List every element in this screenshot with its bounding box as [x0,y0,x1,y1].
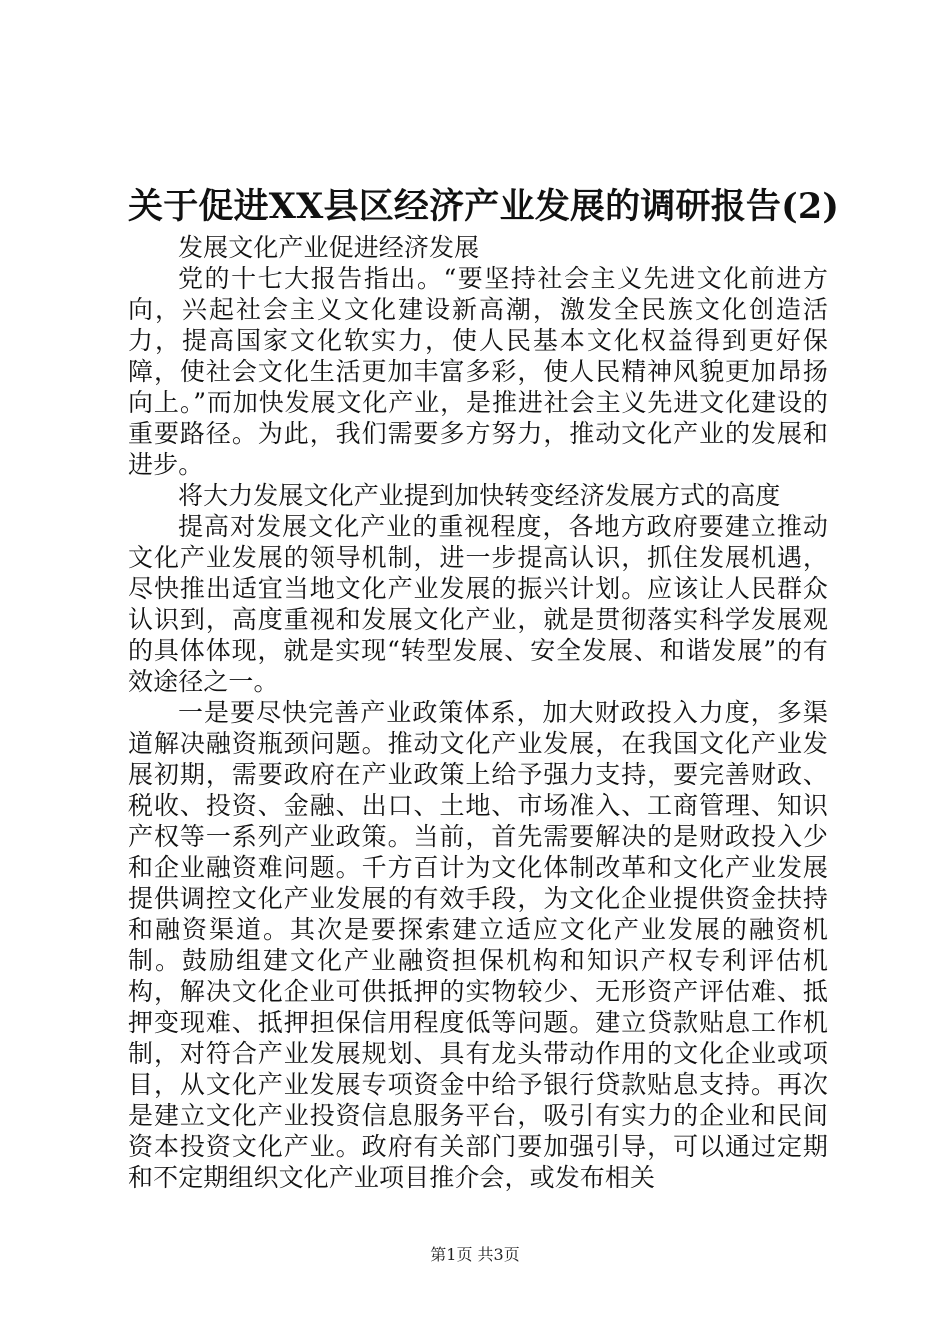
section-heading: 发展文化产业促进经济发展 [178,233,480,262]
body-paragraph: 党的十七大报告指出。“要坚持社会主义先进文化前进方向，兴起社会主义文化建设新高潮，激发全民族文化创造活力，提高国家文化软实力，使人民基本文化权益得到更好保障，使社会文化生活更加丰富多彩，使人民精神风貌更加昂扬向上。”而加快发展文化产业，是推进社会主义先进文化建设的重要路径。为此，我们需要多方努力，推动文化产业的发展和进步。 [128,264,828,479]
page-number-footer: 第1页 共3页 [430,1245,520,1264]
body-paragraph: 提高对发展文化产业的重视程度，各地方政府要建立推动文化产业发展的领导机制，进一步提高认识，抓住发展机遇，尽快推出适宜当地文化产业发展的振兴计划。应该让人民群众认识到，高度重视和发展文化产业，就是贯彻落实科学发展观的具体体现，就是实现“转型发展、安全发展、和谐发展”的有效途径之一。 [128,512,828,696]
body-paragraph: 一是要尽快完善产业政策体系，加大财政投入力度，多渠道解决融资瓶颈问题。推动文化产业发展，在我国文化产业发展初期，需要政府在产业政策上给予强力支持，要完善财政、税收、投资、金融、出口、土地、市场准入、工商管理、知识产权等一系列产业政策。当前，首先需要解决的是财政投入少和企业融资难问题。千方百计为文化体制改革和文化产业发展提供调控文化产业发展的有效手段，为文化企业提供资金扶持和融资渠道。其次是要探索建立适应文化产业发展的融资机制。鼓励组建文化产业融资担保机构和知识产权专利评估机构，解决文化企业可供抵押的实物较少、无形资产评估难、抵押变现难、抵押担保信用程度低等问题。建立贷款贴息工作机制，对符合产业发展规划、具有龙头带动作用的文化企业或项目，从文化产业发展专项资金中给予银行贷款贴息支持。再次是建立文化产业投资信息服务平台，吸引有实力的企业和民间资本投资文化产业。政府有关部门要加强引导，可以通过定期和不定期组织文化产业项目推介会，或发布相关 [128,698,828,1192]
document-title: 关于促进XX县区经济产业发展的调研报告(2) [128,186,840,227]
section-heading: 将大力发展文化产业提到加快转变经济发展方式的高度 [178,481,781,510]
document-body [128,232,828,1193]
